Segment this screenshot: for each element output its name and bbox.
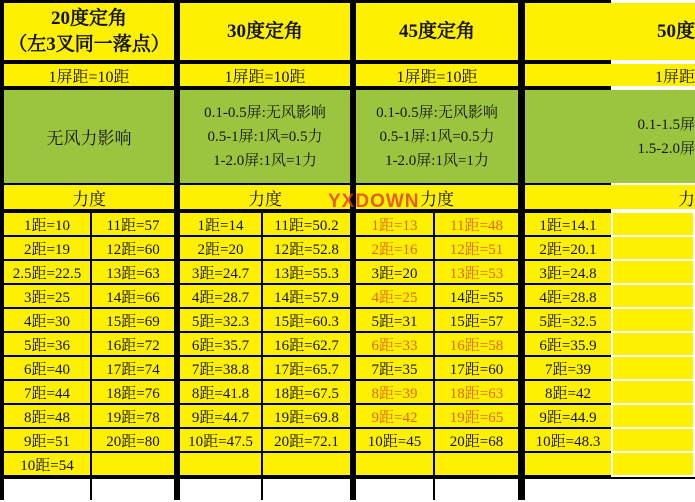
table-row bbox=[180, 237, 350, 259]
table-row bbox=[356, 309, 518, 331]
table-cell: 18距=76 bbox=[92, 381, 174, 403]
table-cell: 5距=32.5 bbox=[525, 309, 611, 331]
wind-rule-cell: 0.1-0.5屏:无风影响 0.5-1屏:1风=0.5力 1-2.0屏:1风=1力 bbox=[356, 90, 518, 183]
table-cell: 18距=63 bbox=[435, 381, 518, 403]
table-cell bbox=[263, 453, 350, 475]
table-row bbox=[525, 261, 695, 283]
table-cell: 1距=10 bbox=[4, 213, 90, 235]
table-row bbox=[180, 333, 350, 355]
table-row bbox=[356, 453, 518, 475]
power-label-cell: 力度 bbox=[4, 185, 174, 209]
screen-rule-cell: 1屏距 bbox=[525, 64, 695, 86]
table-cell bbox=[613, 285, 693, 307]
table-footer-row bbox=[4, 477, 174, 502]
table-cell: 6距=40 bbox=[4, 357, 90, 379]
table-cell: 3距=25 bbox=[4, 285, 90, 307]
table-cell: 17距=60 bbox=[435, 357, 518, 379]
table-row bbox=[180, 309, 350, 331]
table-cell: 14距=57.9 bbox=[263, 285, 350, 307]
data-rows bbox=[180, 213, 350, 502]
table-cell: 2.5距=22.5 bbox=[4, 261, 90, 283]
column-header: 30度定角 bbox=[180, 3, 350, 60]
table-row bbox=[356, 381, 518, 403]
table-cell: 15距=60.3 bbox=[263, 309, 350, 331]
table-cell: 19距=65 bbox=[435, 405, 518, 427]
table-row bbox=[180, 405, 350, 427]
table-row bbox=[525, 213, 695, 235]
footer-cell bbox=[525, 479, 611, 502]
table-cell: 11距=48 bbox=[435, 213, 518, 235]
table-row bbox=[356, 429, 518, 451]
table-row bbox=[525, 309, 695, 331]
table-cell: 12距=51 bbox=[435, 237, 518, 259]
table-row bbox=[180, 213, 350, 235]
table-footer-row bbox=[356, 477, 518, 502]
data-rows bbox=[356, 213, 518, 502]
table-row bbox=[4, 453, 174, 475]
footer-cell bbox=[356, 479, 433, 502]
table-cell: 2距=19 bbox=[4, 237, 90, 259]
table-cell: 9距=42 bbox=[356, 405, 433, 427]
table-cell: 4距=28.7 bbox=[180, 285, 261, 307]
power-label-cell: 力度 bbox=[180, 185, 350, 209]
footer-cell bbox=[263, 479, 350, 502]
screen-rule-cell: 1屏距=10距 bbox=[180, 64, 350, 86]
table-cell: 15距=57 bbox=[435, 309, 518, 331]
table-cell: 8距=48 bbox=[4, 405, 90, 427]
table-cell: 3距=24.7 bbox=[180, 261, 261, 283]
table-cell: 10距=48.3 bbox=[525, 429, 611, 451]
table-cell: 7距=39 bbox=[525, 357, 611, 379]
table-cell: 5距=32.3 bbox=[180, 309, 261, 331]
table-cell: 5距=31 bbox=[356, 309, 433, 331]
table-cell: 1距=14.1 bbox=[525, 213, 611, 235]
column-header: 20度定角 （左3叉同一落点） bbox=[4, 3, 174, 60]
table-cell: 6距=33 bbox=[356, 333, 433, 355]
table-cell: 18距=67.5 bbox=[263, 381, 350, 403]
table-row bbox=[4, 381, 174, 403]
screen-rule-cell: 1屏距=10距 bbox=[4, 64, 174, 86]
table-row bbox=[525, 405, 695, 427]
table-cell: 20距=72.1 bbox=[263, 429, 350, 451]
table-cell: 7距=35 bbox=[356, 357, 433, 379]
table-cell: 16距=62.7 bbox=[263, 333, 350, 355]
table-cell bbox=[613, 309, 693, 331]
table-cell bbox=[613, 333, 693, 355]
table-row bbox=[525, 237, 695, 259]
table-cell bbox=[613, 381, 693, 403]
table-cell: 2距=20 bbox=[180, 237, 261, 259]
table-cell: 10距=45 bbox=[356, 429, 433, 451]
table-cell: 12距=52.8 bbox=[263, 237, 350, 259]
table-cell: 11距=50.2 bbox=[263, 213, 350, 235]
table-cell bbox=[613, 261, 693, 283]
footer-cell bbox=[180, 479, 261, 502]
column-header: 50度 bbox=[525, 3, 695, 60]
table-cell: 6距=35.7 bbox=[180, 333, 261, 355]
table-cell: 15距=69 bbox=[92, 309, 174, 331]
table-cell: 1距=13 bbox=[356, 213, 433, 235]
table-row bbox=[356, 261, 518, 283]
table-row bbox=[525, 357, 695, 379]
table-cell: 7距=44 bbox=[4, 381, 90, 403]
table-cell: 2距=16 bbox=[356, 237, 433, 259]
table-row bbox=[4, 213, 174, 235]
table-cell: 1距=14 bbox=[180, 213, 261, 235]
table-cell: 16距=58 bbox=[435, 333, 518, 355]
table-cell: 5距=36 bbox=[4, 333, 90, 355]
table-cell bbox=[92, 453, 174, 475]
table-cell: 14距=66 bbox=[92, 285, 174, 307]
power-label-cell: 力度 bbox=[356, 185, 518, 209]
table-cell: 7距=38.8 bbox=[180, 357, 261, 379]
table-cell bbox=[356, 453, 433, 475]
table-cell: 12距=60 bbox=[92, 237, 174, 259]
footer-cell bbox=[4, 479, 90, 502]
table-cell: 13距=63 bbox=[92, 261, 174, 283]
table-cell: 4距=25 bbox=[356, 285, 433, 307]
table-cell: 19距=78 bbox=[92, 405, 174, 427]
table-column-angle-30 bbox=[180, 0, 350, 500]
table-cell bbox=[613, 453, 693, 475]
table-row bbox=[356, 237, 518, 259]
table-row bbox=[180, 261, 350, 283]
table-cell: 3距=20 bbox=[356, 261, 433, 283]
table-column-angle-50 bbox=[525, 0, 695, 500]
table-cell bbox=[613, 213, 693, 235]
table-cell: 10距=54 bbox=[4, 453, 90, 475]
table-row bbox=[180, 453, 350, 475]
table-cell: 9距=44.9 bbox=[525, 405, 611, 427]
table-row bbox=[525, 429, 695, 451]
table-row bbox=[356, 285, 518, 307]
table-row bbox=[525, 285, 695, 307]
data-rows bbox=[4, 213, 174, 502]
table-row bbox=[525, 453, 695, 475]
wind-rule-cell: 0.1-1.5屏 1.5-2.0屏 bbox=[525, 90, 695, 183]
table-row bbox=[180, 429, 350, 451]
column-header: 45度定角 bbox=[356, 3, 518, 60]
table-cell: 20距=80 bbox=[92, 429, 174, 451]
table-row bbox=[180, 285, 350, 307]
table-column-angle-20 bbox=[4, 0, 174, 500]
watermark: YXDOWN bbox=[328, 191, 420, 212]
table-row bbox=[180, 381, 350, 403]
table-cell: 8距=39 bbox=[356, 381, 433, 403]
table-cell bbox=[613, 357, 693, 379]
table-cell: 14距=55 bbox=[435, 285, 518, 307]
footer-cell bbox=[435, 479, 518, 502]
table-row bbox=[356, 213, 518, 235]
table-cell bbox=[435, 453, 518, 475]
table-row bbox=[4, 333, 174, 355]
table-row bbox=[4, 429, 174, 451]
table-cell bbox=[613, 405, 693, 427]
table-cell: 17距=74 bbox=[92, 357, 174, 379]
table-row bbox=[356, 405, 518, 427]
table-cell: 16距=72 bbox=[92, 333, 174, 355]
table-cell: 3距=24.8 bbox=[525, 261, 611, 283]
table-row bbox=[180, 357, 350, 379]
table-cell: 8距=42 bbox=[525, 381, 611, 403]
table-cell bbox=[613, 429, 693, 451]
table-column-angle-45 bbox=[356, 0, 518, 500]
table-cell: 20距=68 bbox=[435, 429, 518, 451]
wind-rule-cell: 0.1-0.5屏:无风影响 0.5-1屏:1风=0.5力 1-2.0屏:1风=1力 bbox=[180, 90, 350, 183]
table-row bbox=[356, 357, 518, 379]
table-row bbox=[4, 261, 174, 283]
wind-rule-cell: 无风力影响 bbox=[4, 90, 174, 183]
table-row bbox=[356, 333, 518, 355]
table-cell: 4距=30 bbox=[4, 309, 90, 331]
table-cell: 13距=53 bbox=[435, 261, 518, 283]
table-cell: 9距=51 bbox=[4, 429, 90, 451]
table-cell: 2距=20.1 bbox=[525, 237, 611, 259]
table-cell: 13距=55.3 bbox=[263, 261, 350, 283]
footer-cell bbox=[613, 479, 693, 502]
table-cell: 6距=35.9 bbox=[525, 333, 611, 355]
table-cell: 19距=69.8 bbox=[263, 405, 350, 427]
footer-cell bbox=[92, 479, 174, 502]
table-footer-row bbox=[525, 477, 695, 502]
table-row bbox=[4, 405, 174, 427]
table-cell: 9距=44.7 bbox=[180, 405, 261, 427]
table-row bbox=[525, 381, 695, 403]
table-cell bbox=[180, 453, 261, 475]
table-footer-row bbox=[180, 477, 350, 502]
table-cell bbox=[613, 237, 693, 259]
table-cell: 10距=47.5 bbox=[180, 429, 261, 451]
table-cell: 11距=57 bbox=[92, 213, 174, 235]
table-row bbox=[4, 285, 174, 307]
table-row bbox=[525, 333, 695, 355]
table-cell: 17距=65.7 bbox=[263, 357, 350, 379]
table-row bbox=[4, 309, 174, 331]
table-cell: 8距=41.8 bbox=[180, 381, 261, 403]
power-label-cell: 力 bbox=[525, 185, 695, 209]
screen-rule-cell: 1屏距=10距 bbox=[356, 64, 518, 86]
table-cell bbox=[525, 453, 611, 475]
table-row bbox=[4, 357, 174, 379]
table-row bbox=[4, 237, 174, 259]
table-cell: 4距=28.8 bbox=[525, 285, 611, 307]
data-rows bbox=[525, 213, 695, 502]
